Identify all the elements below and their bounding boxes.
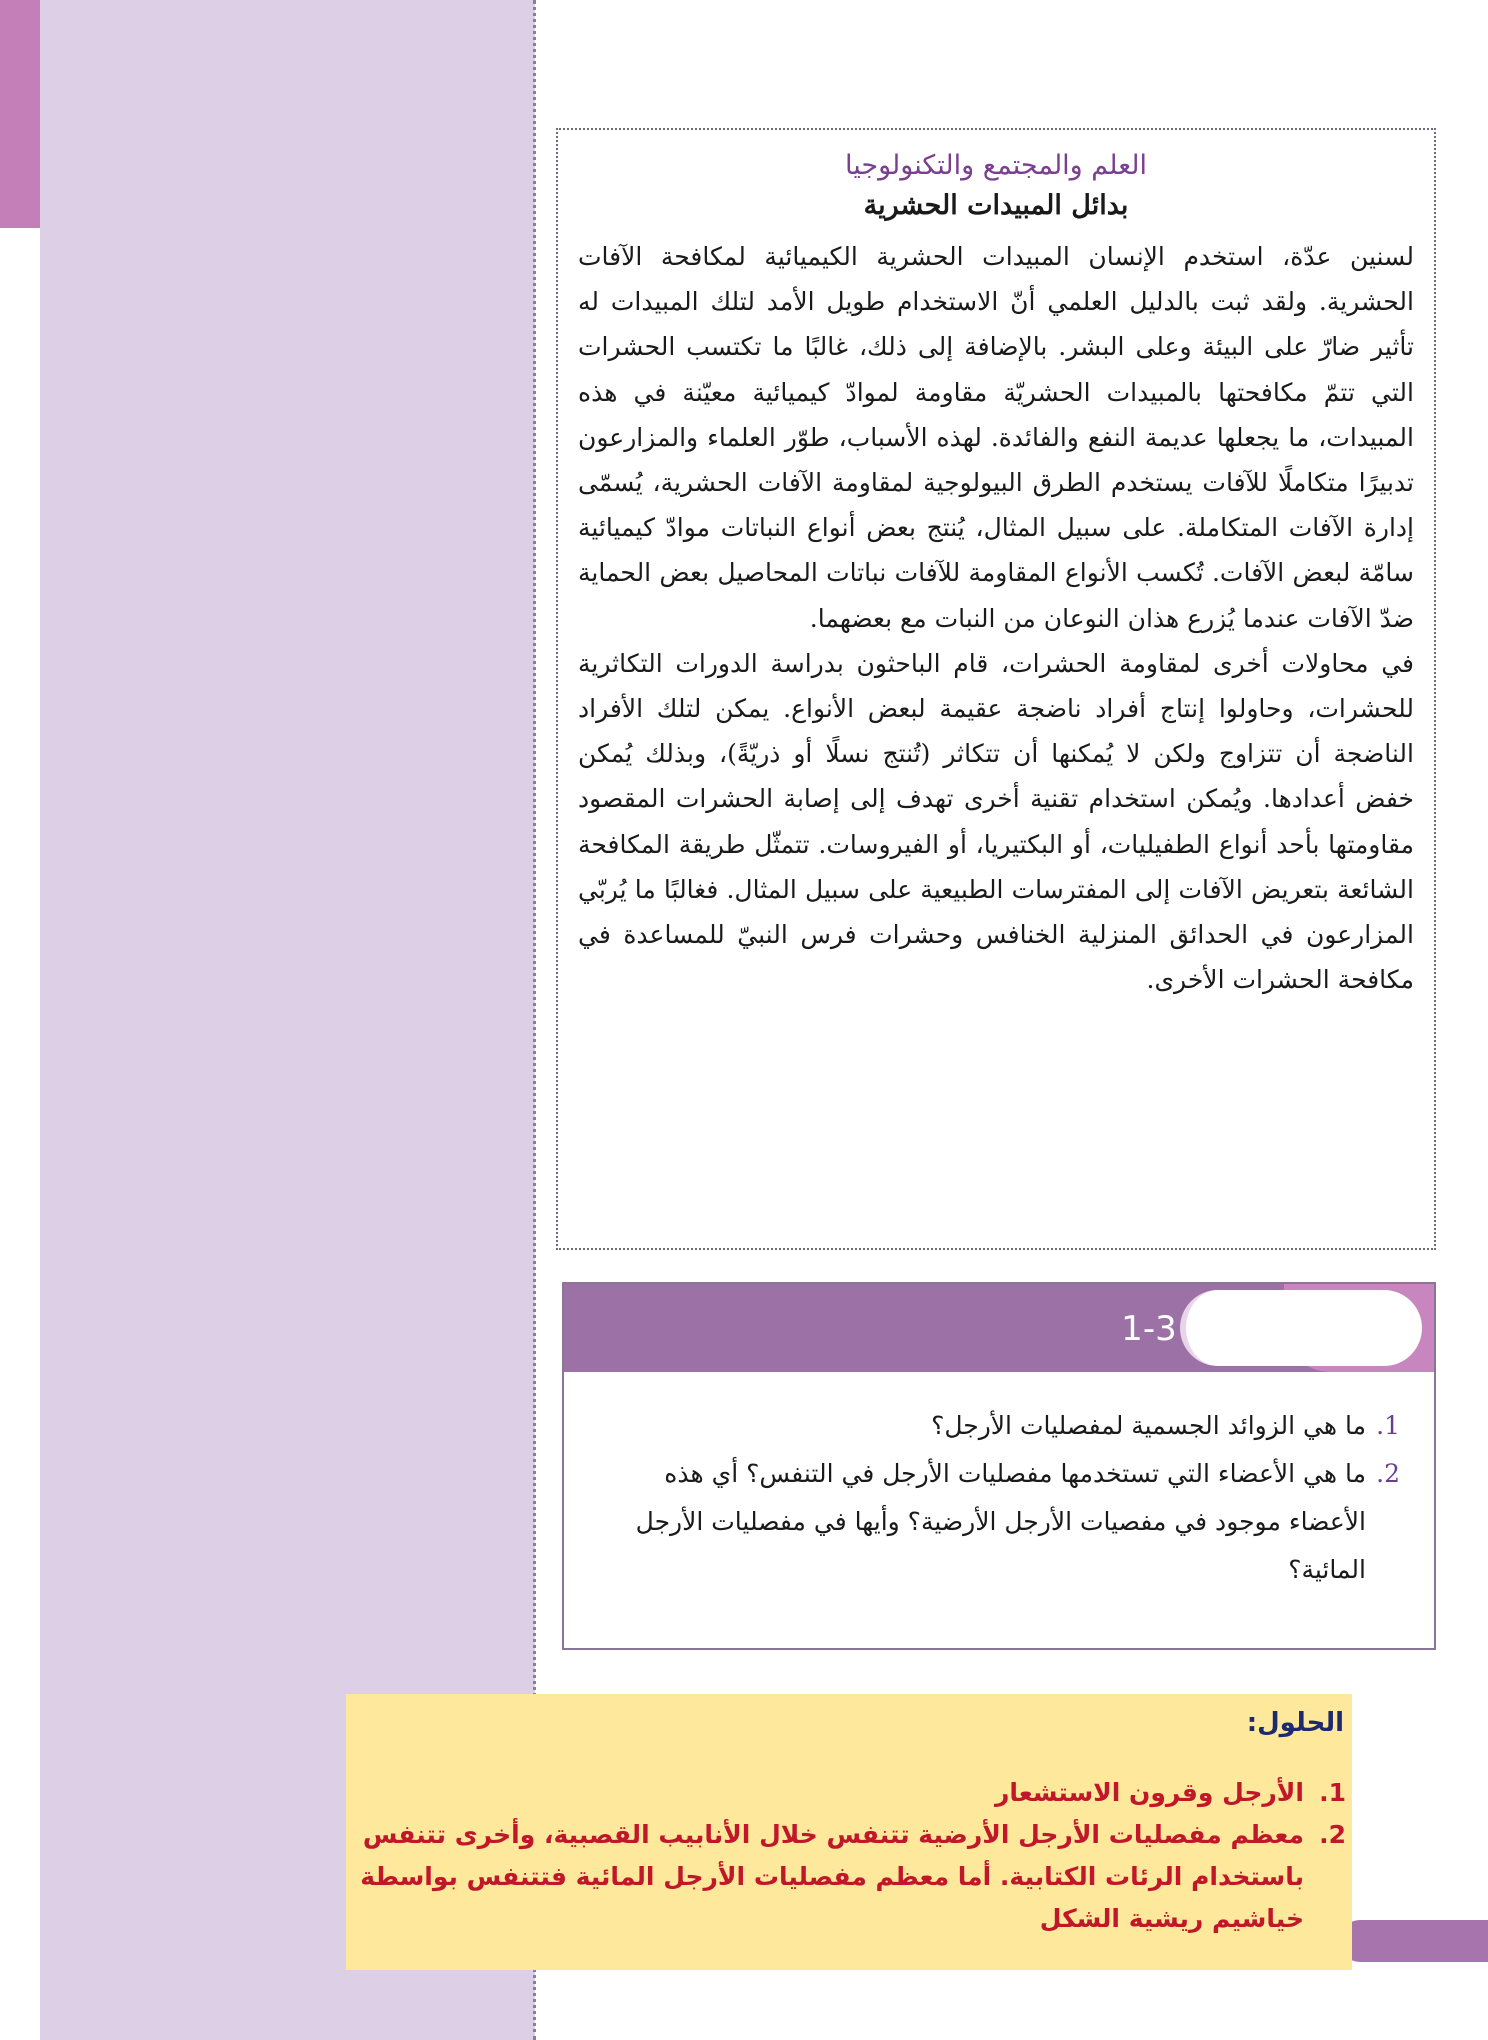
review-question xyxy=(594,1402,1400,1450)
essay-paragraph-2: في محاولات أخرى لمقاومة الحشرات، قام الباحثون بدراسة الدورات التكاثرية للحشرات، وحاولوا إنتاج أفراد ناضجة عقيمة لبعض الأنواع. يمكن لتلك الأفراد الناضجة أن تتزاوج ولكن لا يُمكنها أن تتكاثر (تُنتج نسلًا أو ذريّةً)، وبذلك يُمكن خفض أعدادها. ويُمكن استخدام تقنية أخرى تهدف إلى إصابة الحشرات المقصود مقاومتها بأحد أنواع الطفيليات، أو البكتيريا، أو الفيروسات. تتمثّل طريقة المكافحة الشائعة بتعريض الآفات إلى المفترسات الطبيعية على سبيل المثال. فغالبًا ما يُربّي المزارعون في الحدائق المنزلية الخنافس وحشرات فرس النبيّ للمساعدة في مكافحة الحشرات الأخرى. xyxy=(578,648,1414,995)
essay-paragraph-1: لسنين عدّة، استخدم الإنسان المبيدات الحشرية الكيميائية لمكافحة الآفات الحشرية. ولقد ثبت بالدليل العلمي أنّ الاستخدام طويل الأمد لتلك المبيدات له تأثير ضارّ على البيئة وعلى البشر. بالإضافة إلى ذلك، غالبًا ما تكتسب الحشرات التي تتمّ مكافحتها بالمبيدات الحشريّة مقاومة لموادّ كيميائية معيّنة في هذه المبيدات، ما يجعلها عديمة النفع والفائدة. لهذه الأسباب، طوّر العلماء والمزارعون تدبيرًا متكاملًا للآفات يستخدم الطرق البيولوجية لمقاومة الآفات الحشرية، يُسمّى إدارة الآفات المتكاملة. على سبيل المثال، يُنتج بعض أنواع النباتات موادّ كيميائية سامّة لبعض الآفات. تُكسب الأنواع المقاومة للآفات نباتات المحاصيل بعض الحماية ضدّ الآفات عندما يُزرع هذان النوعان من النبات مع بعضهما. xyxy=(578,242,1414,633)
page-number-strip xyxy=(1340,1920,1488,1962)
question-text: ما هي الزوائد الجسمية لمفصليات الأرجل؟ xyxy=(931,1411,1366,1440)
solution-number: 2. xyxy=(1319,1820,1346,1849)
question-number: 2. xyxy=(1376,1459,1400,1488)
solution-text: معظم مفصليات الأرجل الأرضية تتنفس خلال الأنابيب القصبية، وأخرى تتنفس باستخدام الرئات الكتابية. أما معظم مفصليات الأرجل المائية فتتنفس بواسطة خياشيم ريشية الشكل xyxy=(360,1820,1304,1933)
box-category-label: العلم والمجتمع والتكنولوجيا xyxy=(845,150,1147,181)
review-question xyxy=(594,1450,1400,1594)
solutions-heading: الحلول: xyxy=(1246,1708,1344,1738)
solutions-box xyxy=(346,1694,1352,1970)
question-text: ما هي الأعضاء التي تستخدمها مفصليات الأرجل في التنفس؟ أي هذه الأعضاء موجود في مفصيات الأرجل الأرضية؟ وأيها في مفصليات الأرجل المائية؟ xyxy=(635,1459,1366,1584)
solution-number: 1. xyxy=(1319,1778,1346,1807)
review-questions xyxy=(594,1402,1400,1594)
review-title: مراجعة الدرس 3-1 xyxy=(1121,1309,1396,1349)
question-number: 1. xyxy=(1376,1411,1400,1440)
box-title: بدائل المبيدات الحشرية xyxy=(863,190,1129,221)
science-society-box xyxy=(556,128,1436,1250)
edge-tab xyxy=(0,0,40,228)
solution-item xyxy=(356,1814,1346,1940)
solution-text: الأرجل وقرون الاستشعار xyxy=(995,1778,1304,1807)
review-header xyxy=(564,1284,1434,1372)
solution-item xyxy=(356,1772,1346,1814)
box-body xyxy=(578,234,1414,1002)
lesson-review-box xyxy=(562,1282,1436,1650)
solutions-list xyxy=(356,1772,1346,1940)
